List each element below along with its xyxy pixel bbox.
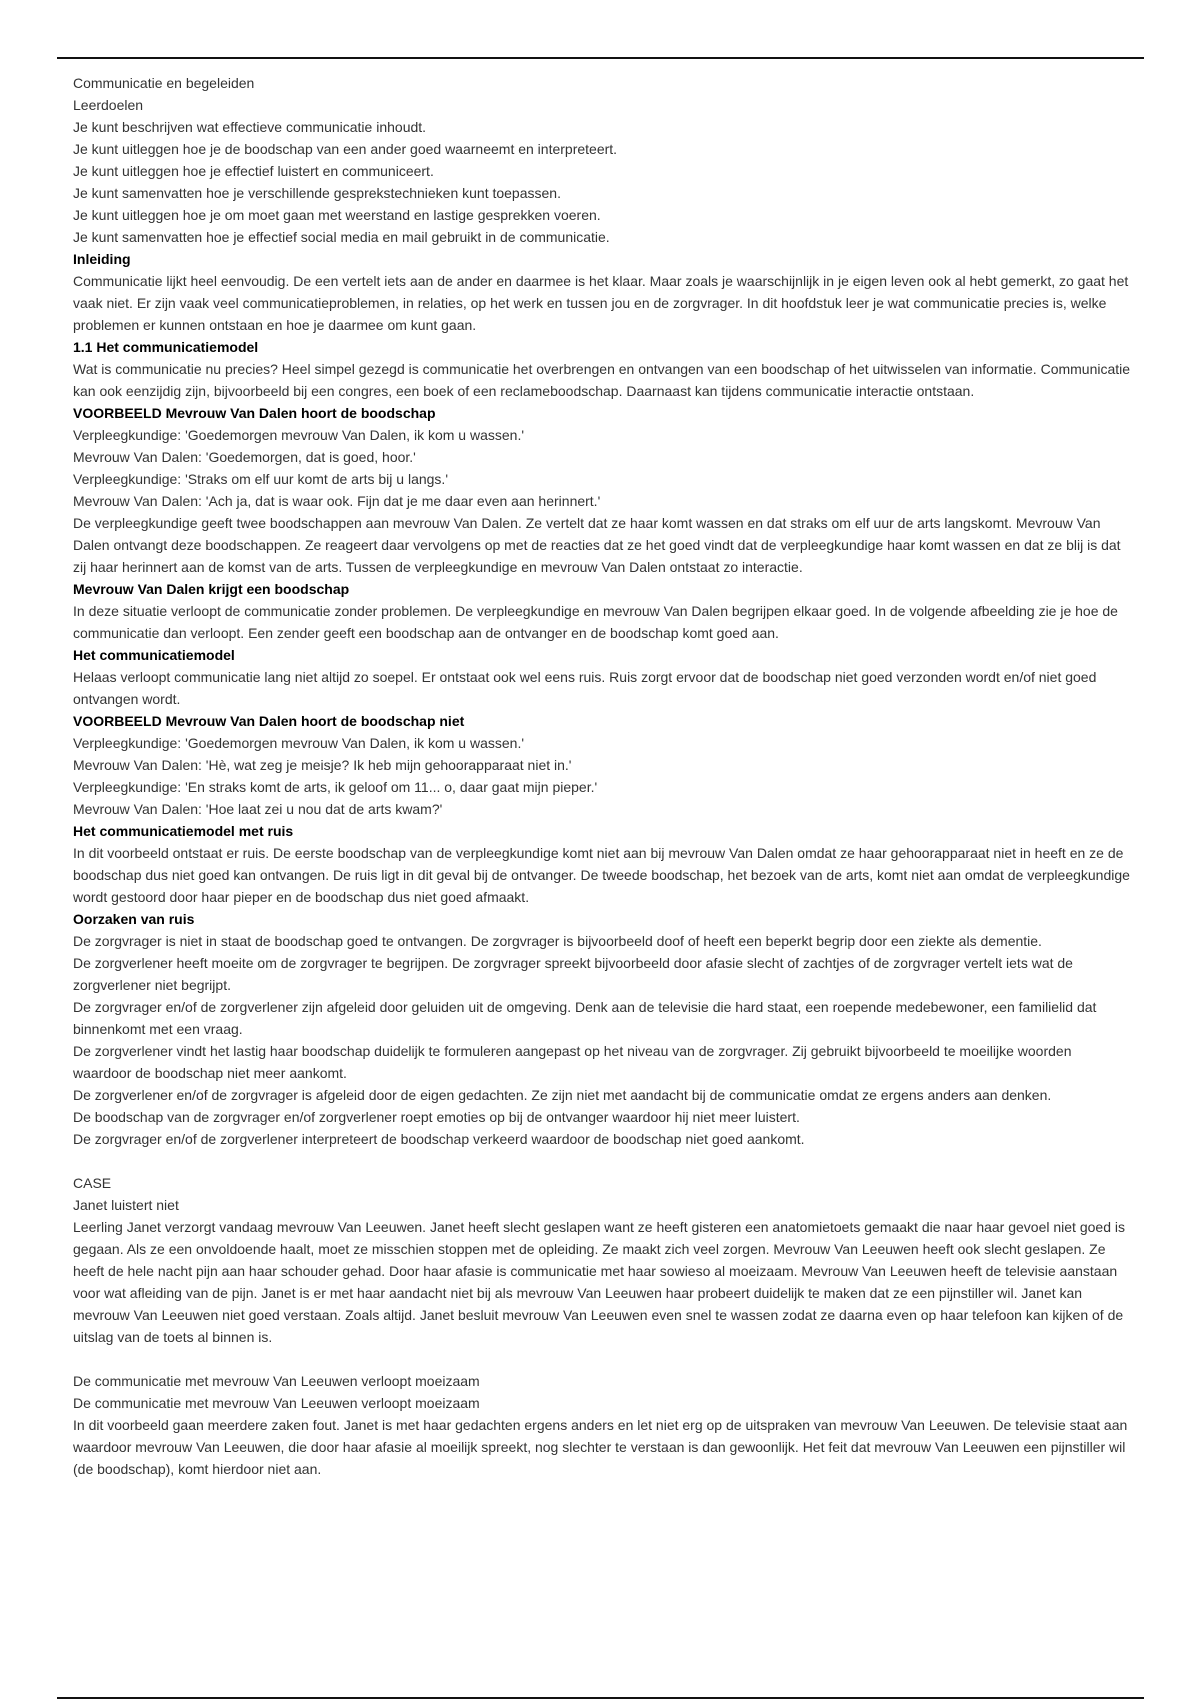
text-line: Mevrouw Van Dalen: 'Ach ja, dat is waar ook. Fijn dat je me daar even aan herinnert.' — [73, 493, 601, 509]
blank-line — [73, 1150, 1133, 1172]
blank-line — [73, 1348, 1133, 1370]
text-line: Verpleegkundige: 'Goedemorgen mevrouw Van Dalen, ik kom u wassen.' — [73, 427, 525, 443]
text-line: Janet luistert niet — [73, 1197, 179, 1213]
text-line: Mevrouw Van Dalen: 'Hè, wat zeg je meisje? Ik heb mijn gehoorapparaat niet in.' — [73, 757, 572, 773]
text-line: Communicatie lijkt heel eenvoudig. De een vertelt iets aan de ander en daarmee is het klaar. Maar zoals je waarschijnlijk in je eigen leven ook al hebt gemerkt, zo gaat het vaak niet. Er zijn vaak veel communicatieproblemen, in relaties, op het werk en tussen jou en de zorgvrager. In dit hoofdstuk leer je wat communicatie precies is, welke problemen er kunnen ontstaan en hoe je daarmee om kunt gaan. — [73, 273, 1129, 333]
section-heading: VOORBEELD Mevrouw Van Dalen hoort de boodschap — [73, 405, 436, 421]
section-heading: Mevrouw Van Dalen krijgt een boodschap — [73, 581, 350, 597]
section-heading: VOORBEELD Mevrouw Van Dalen hoort de boodschap niet — [73, 713, 465, 729]
text-line: Helaas verloopt communicatie lang niet altijd zo soepel. Er ontstaat ook wel eens ruis. Ruis zorgt ervoor dat de boodschap niet goed verzonden wordt en/of niet goed ontvangen wordt. — [73, 669, 1097, 707]
section-heading: 1.1 Het communicatiemodel — [73, 339, 259, 355]
text-line: Je kunt uitleggen hoe je effectief luistert en communiceert. — [73, 163, 434, 179]
text-line: De communicatie met mevrouw Van Leeuwen verloopt moeizaam — [73, 1395, 480, 1411]
text-line: De boodschap van de zorgvrager en/of zorgverlener roept emoties op bij de ontvanger waardoor hij niet meer luistert. — [73, 1109, 800, 1125]
text-line: De zorgverlener vindt het lastig haar boodschap duidelijk te formuleren aangepast op het niveau van de zorgvrager. Zij gebruikt bijvoorbeeld te moeilijke woorden waardoor de boodschap niet meer aankomt. — [73, 1043, 1072, 1081]
text-line: Je kunt uitleggen hoe je de boodschap van een ander goed waarneemt en interpreteert. — [73, 141, 618, 157]
text-line: Je kunt uitleggen hoe je om moet gaan met weerstand en lastige gesprekken voeren. — [73, 207, 601, 223]
text-line: De zorgverlener heeft moeite om de zorgvrager te begrijpen. De zorgvrager spreekt bijvoorbeeld door afasie slecht of zachtjes of de zorgvrager vertelt iets wat de zorgverlener niet begrijpt. — [73, 955, 1073, 993]
text-line: Verpleegkundige: 'Goedemorgen mevrouw Van Dalen, ik kom u wassen.' — [73, 735, 525, 751]
bottom-rule — [57, 1697, 1144, 1699]
text-line: De communicatie met mevrouw Van Leeuwen verloopt moeizaam — [73, 1373, 480, 1389]
text-line: In dit voorbeeld ontstaat er ruis. De eerste boodschap van de verpleegkundige komt niet aan bij mevrouw Van Dalen omdat ze haar gehoorapparaat niet in heeft en ze de boodschap dus niet goed kan ontvangen. De ruis ligt in dit geval bij de ontvanger. De tweede boodschap, het bezoek van de arts, komt niet aan omdat de verpleegkundige wordt gestoord door haar pieper en de boodschap dus niet goed afmaakt. — [73, 845, 1130, 905]
text-line: CASE — [73, 1175, 112, 1191]
text-line: Verpleegkundige: 'Straks om elf uur komt de arts bij u langs.' — [73, 471, 448, 487]
text-line: De verpleegkundige geeft twee boodschappen aan mevrouw Van Dalen. Ze vertelt dat ze haar komt wassen en dat straks om elf uur de arts langskomt. Mevrouw Van Dalen ontvangt deze boodschappen. Ze reageert daar vervolgens op met de reacties dat ze het goed vindt dat de verpleegkundige haar komt wassen en dat ze blij is dat zij haar herinnert aan de komst van de arts. Tussen de verpleegkundige en mevrouw Van Dalen ontstaat zo interactie. — [73, 515, 1121, 575]
text-line: De zorgvrager is niet in staat de boodschap goed te ontvangen. De zorgvrager is bijvoorbeeld doof of heeft een beperkt begrip door een ziekte als dementie. — [73, 933, 1042, 949]
text-line: De zorgvrager en/of de zorgverlener interpreteert de boodschap verkeerd waardoor de boodschap niet goed aankomt. — [73, 1131, 805, 1147]
section-heading: Inleiding — [73, 251, 131, 267]
text-line: Verpleegkundige: 'En straks komt de arts, ik geloof om 11... o, daar gaat mijn pieper.' — [73, 779, 598, 795]
section-heading: Het communicatiemodel — [73, 647, 235, 663]
top-rule — [57, 57, 1144, 59]
section-heading: Oorzaken van ruis — [73, 911, 195, 927]
text-line: De zorgvrager en/of de zorgverlener zijn afgeleid door geluiden uit de omgeving. Denk aan de televisie die hard staat, een roepende medebewoner, een familielid dat binnenkomt met een vraag. — [73, 999, 1097, 1037]
text-line: Je kunt samenvatten hoe je verschillende gesprekstechnieken kunt toepassen. — [73, 185, 561, 201]
text-line: Leerdoelen — [73, 97, 144, 113]
section-heading: Het communicatiemodel met ruis — [73, 823, 294, 839]
text-line: Wat is communicatie nu precies? Heel simpel gezegd is communicatie het overbrengen en ontvangen van een boodschap of het uitwisselen van informatie. Communicatie kan ook eenzijdig zijn, bijvoorbeeld bij een congres, een boek of een reclameboodschap. Daarnaast kan tijdens communicatie interactie ontstaan. — [73, 361, 1131, 399]
text-line: Mevrouw Van Dalen: 'Goedemorgen, dat is goed, hoor.' — [73, 449, 416, 465]
text-line: Mevrouw Van Dalen: 'Hoe laat zei u nou dat de arts kwam?' — [73, 801, 443, 817]
text-line: Communicatie en begeleiden — [73, 75, 255, 91]
text-line: De zorgverlener en/of de zorgvrager is afgeleid door de eigen gedachten. Ze zijn niet met aandacht bij de communicatie omdat ze ergens anders aan denken. — [73, 1087, 1052, 1103]
text-line: In deze situatie verloopt de communicatie zonder problemen. De verpleegkundige en mevrouw Van Dalen begrijpen elkaar goed. In de volgende afbeelding zie je hoe de communicatie dan verloopt. Een zender geeft een boodschap aan de ontvanger en de boodschap komt goed aan. — [73, 603, 1118, 641]
text-line: Je kunt beschrijven wat effectieve communicatie inhoudt. — [73, 119, 427, 135]
text-line: In dit voorbeeld gaan meerdere zaken fout. Janet is met haar gedachten ergens anders en let niet erg op de uitspraken van mevrouw Van Leeuwen. De televisie staat aan waardoor mevrouw Van Leeuwen, die door haar afasie al moeilijk spreekt, nog slechter te verstaan is dan gewoonlijk. Het feit dat mevrouw Van Leeuwen een pijnstiller wil (de boodschap), komt hierdoor niet aan. — [73, 1417, 1128, 1477]
document-body — [73, 72, 1133, 1480]
text-line: Je kunt samenvatten hoe je effectief social media en mail gebruikt in de communicatie. — [73, 229, 610, 245]
text-line: Leerling Janet verzorgt vandaag mevrouw Van Leeuwen. Janet heeft slecht geslapen want ze heeft gisteren een anatomietoets gemaakt die naar haar gevoel niet goed is gegaan. Als ze een onvoldoende haalt, moet ze misschien stoppen met de opleiding. Ze maakt zich veel zorgen. Mevrouw Van Leeuwen heeft ook slecht geslapen. Ze heeft de hele nacht pijn aan haar schouder gehad. Door haar afasie is communicatie met haar sowieso al moeizaam. Mevrouw Van Leeuwen heeft de televisie aanstaan voor wat afleiding van de pijn. Janet is er met haar aandacht niet bij als mevrouw Van Leeuwen haar probeert duidelijk te maken dat ze een pijnstiller wil. Janet kan mevrouw Van Leeuwen niet goed verstaan. Zoals altijd. Janet besluit mevrouw Van Leeuwen even snel te wassen zodat ze daarna even op haar telefoon kan kijken of de uitslag van de toets al binnen is. — [73, 1219, 1125, 1345]
